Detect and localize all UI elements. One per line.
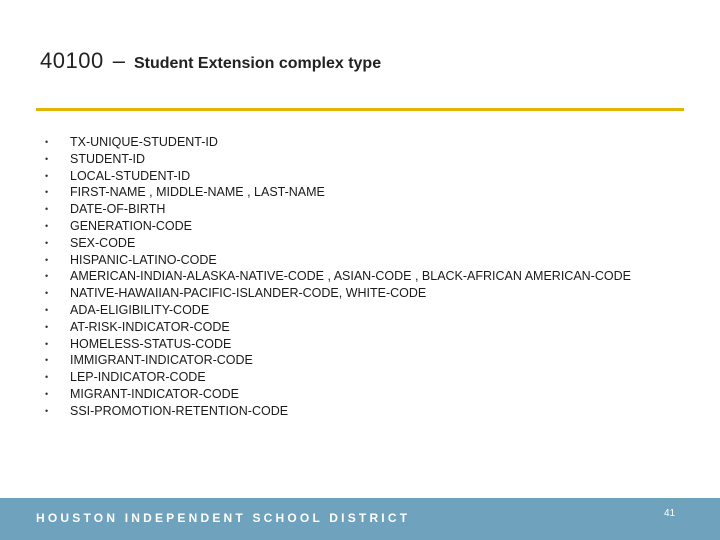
list-item-text: SEX-CODE [70, 235, 136, 250]
list-item [40, 352, 680, 369]
bullet-icon: • [45, 271, 49, 282]
list-item [40, 369, 680, 386]
list-item [40, 218, 680, 235]
list-item-text: TX-UNIQUE-STUDENT-ID [70, 135, 218, 149]
list-item-text: AMERICAN-INDIAN-ALASKA-NATIVE-CODE , ASIAN-CODE , BLACK-AFRICAN AMERICAN-CODE [70, 269, 631, 284]
title-dash: – [112, 48, 125, 73]
title-code: 40100 [40, 48, 104, 73]
list-item [40, 252, 680, 269]
bullet-icon: • [45, 137, 49, 147]
list-item-text: HISPANIC-LATINO-CODE [70, 252, 217, 267]
bullet-icon: • [45, 338, 49, 349]
list-item-text: FIRST-NAME , MIDDLE-NAME , LAST-NAME [70, 185, 325, 200]
list-item-text: STUDENT-ID [70, 151, 145, 166]
page-number: 41 [664, 508, 676, 519]
bullet-icon: • [45, 187, 49, 198]
list-item-text: ADA-ELIGIBILITY-CODE [70, 302, 210, 317]
list-item-text: NATIVE-HAWAIIAN-PACIFIC-ISLANDER-CODE, WHITE-CODE [70, 286, 427, 301]
bullet-icon: • [45, 153, 49, 164]
list-item [40, 235, 680, 252]
list-item [40, 201, 680, 218]
footer-bar [0, 498, 720, 540]
title-text: Student Extension complex type [133, 55, 382, 72]
bullet-icon: • [45, 372, 49, 383]
list-item-text: GENERATION-CODE [70, 218, 192, 233]
footer-organization: HOUSTON INDEPENDENT SCHOOL DISTRICT [36, 511, 411, 525]
list-item [40, 268, 680, 285]
list-item [40, 319, 680, 336]
bullet-icon: • [45, 254, 49, 265]
bullet-icon: • [45, 170, 49, 181]
list-item [40, 336, 680, 353]
list-item [40, 403, 680, 420]
list-item-text: IMMIGRANT-INDICATOR-CODE [70, 353, 253, 368]
list-item-text: AT-RISK-INDICATOR-CODE [70, 319, 230, 334]
slide-title [40, 48, 381, 74]
bullet-icon: • [45, 204, 49, 215]
list-item [40, 184, 680, 201]
bullet-icon: • [45, 405, 49, 416]
list-item-text: LOCAL-STUDENT-ID [70, 168, 191, 183]
list-item [40, 302, 680, 319]
list-item [40, 134, 680, 151]
list-item-text: LEP-INDICATOR-CODE [70, 370, 206, 385]
list-item-text: SSI-PROMOTION-RETENTION-CODE [70, 403, 289, 418]
field-list [40, 134, 680, 420]
bullet-icon: • [45, 321, 49, 332]
bullet-icon: • [45, 355, 49, 366]
bullet-icon: • [45, 304, 49, 315]
list-item [40, 386, 680, 403]
bullet-icon: • [45, 220, 49, 231]
bullet-icon: • [45, 388, 49, 399]
title-divider [36, 108, 684, 111]
bullet-icon: • [45, 288, 49, 299]
bullet-icon: • [45, 237, 49, 248]
list-item-text: DATE-OF-BIRTH [70, 202, 166, 217]
list-item-text: HOMELESS-STATUS-CODE [70, 336, 232, 351]
list-item-text: MIGRANT-INDICATOR-CODE [70, 386, 239, 401]
list-item [40, 285, 680, 302]
list-item [40, 168, 680, 185]
list-item [40, 151, 680, 168]
